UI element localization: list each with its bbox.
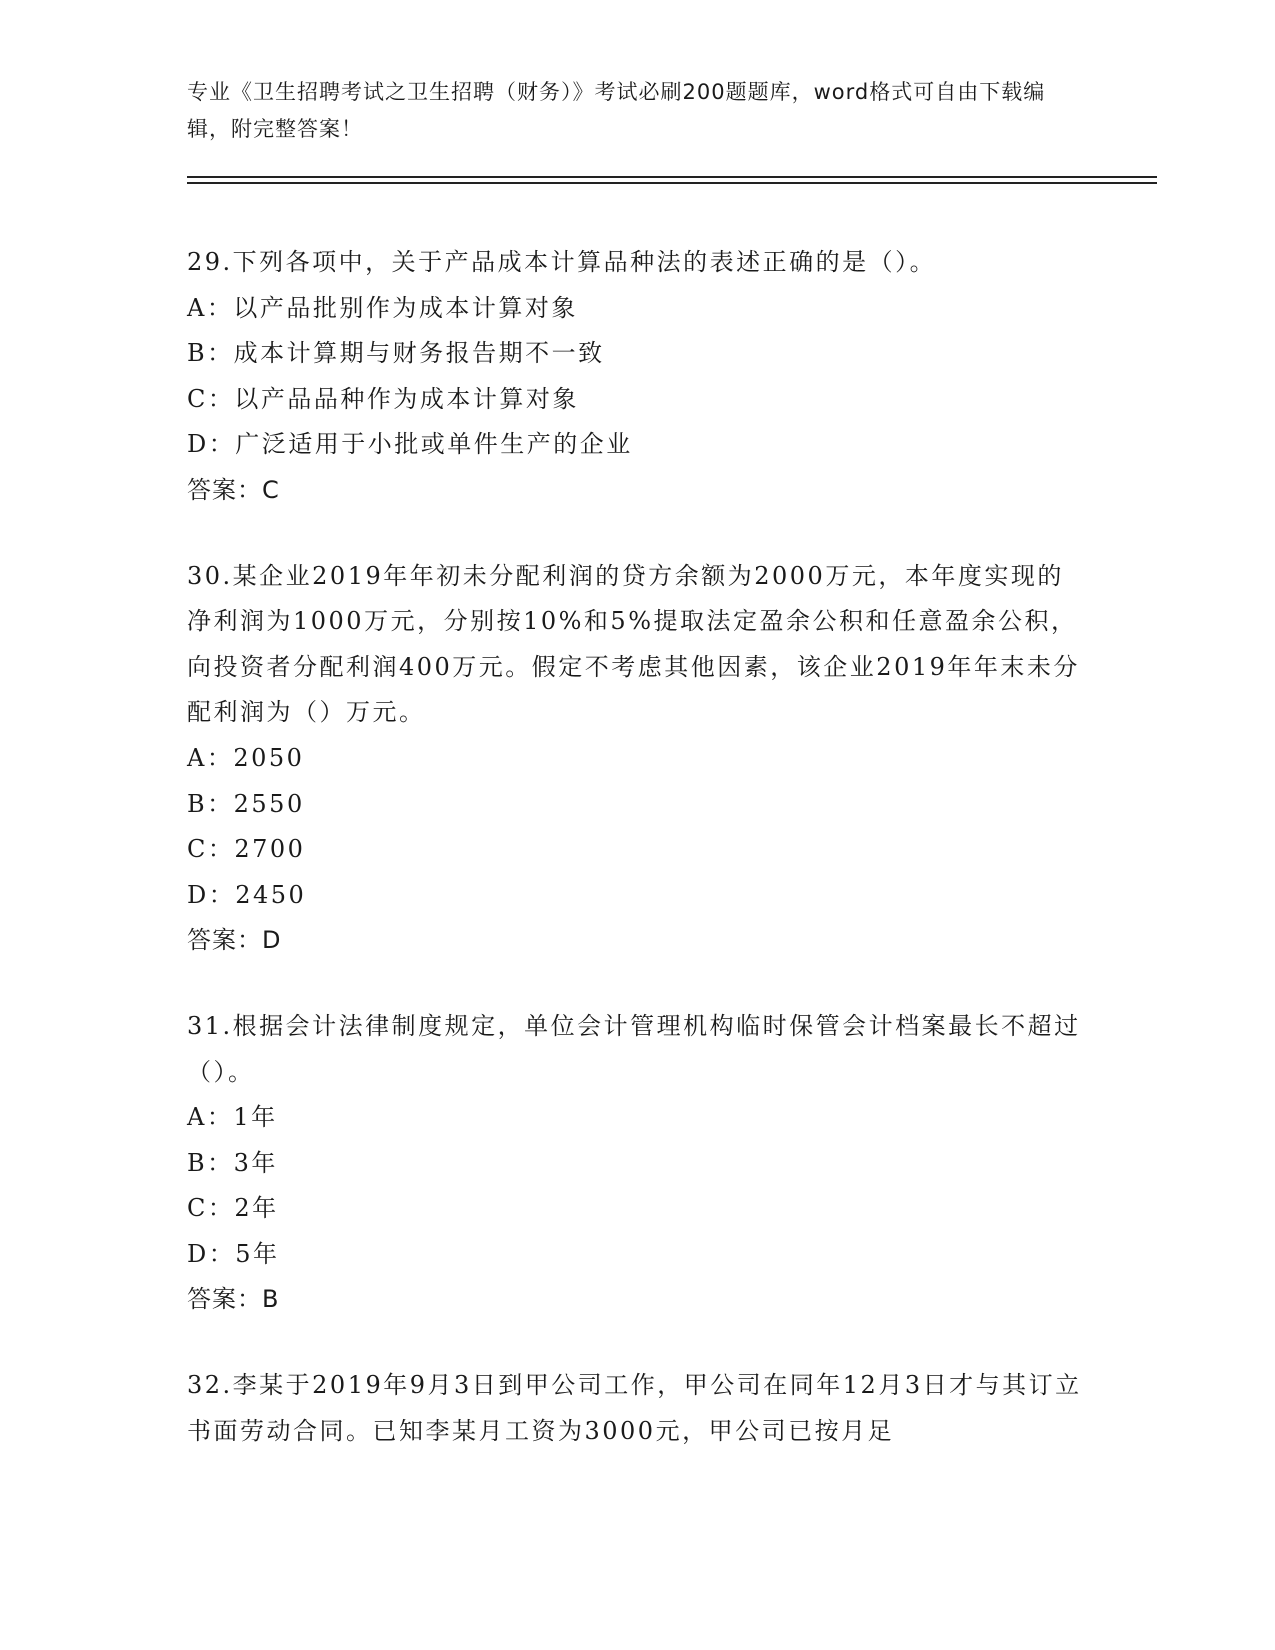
question-stem: 32.李某于2019年9月3日到甲公司工作，甲公司在同年12月3日才与其订立书面劳动合同。已知李某月工资为3000元，甲公司已按月足 — [187, 1371, 1082, 1445]
question-30 — [187, 554, 1087, 964]
option-b: B：3年 — [187, 1148, 278, 1177]
question-31 — [187, 1004, 1087, 1323]
option-b: B：成本计算期与财务报告期不一致 — [187, 339, 605, 368]
answer: 答案：B — [187, 1285, 280, 1314]
question-list — [187, 240, 1087, 1494]
option-c: C：2700 — [187, 835, 306, 864]
option-d: D：5年 — [187, 1239, 280, 1268]
header-divider-top — [187, 176, 1157, 178]
question-32 — [187, 1363, 1087, 1454]
option-a: A：2050 — [187, 743, 305, 772]
option-d: D：广泛适用于小批或单件生产的企业 — [187, 430, 633, 459]
question-stem: 29.下列各项中，关于产品成本计算品种法的表述正确的是（）。 — [187, 248, 937, 276]
header-divider-bottom — [187, 182, 1157, 184]
option-a: A：以产品批别作为成本计算对象 — [187, 293, 578, 322]
option-b: B：2550 — [187, 789, 305, 818]
answer: 答案：C — [187, 475, 280, 504]
option-d: D：2450 — [187, 880, 307, 909]
answer: 答案：D — [187, 926, 282, 955]
question-29 — [187, 240, 1087, 514]
document-header: 专业《卫生招聘考试之卫生招聘（财务）》考试必刷200题题库，word格式可自由下载编辑，附完整答案！ — [187, 80, 1046, 141]
question-stem: 31.根据会计法律制度规定，单位会计管理机构临时保管会计档案最长不超过（）。 — [187, 1011, 1081, 1086]
option-a: A：1年 — [187, 1103, 278, 1132]
option-c: C：2年 — [187, 1194, 279, 1223]
question-stem: 30.某企业2019年年初未分配利润的贷方余额为2000万元，本年度实现的净利润为1000万元，分别按10%和5%提取法定盈余公积和任意盈余公积，向投资者分配利润400万元。假定不考虑其他因素，该企业2019年年末未分配利润为（）万元。 — [187, 561, 1080, 727]
option-c: C：以产品品种作为成本计算对象 — [187, 384, 579, 413]
